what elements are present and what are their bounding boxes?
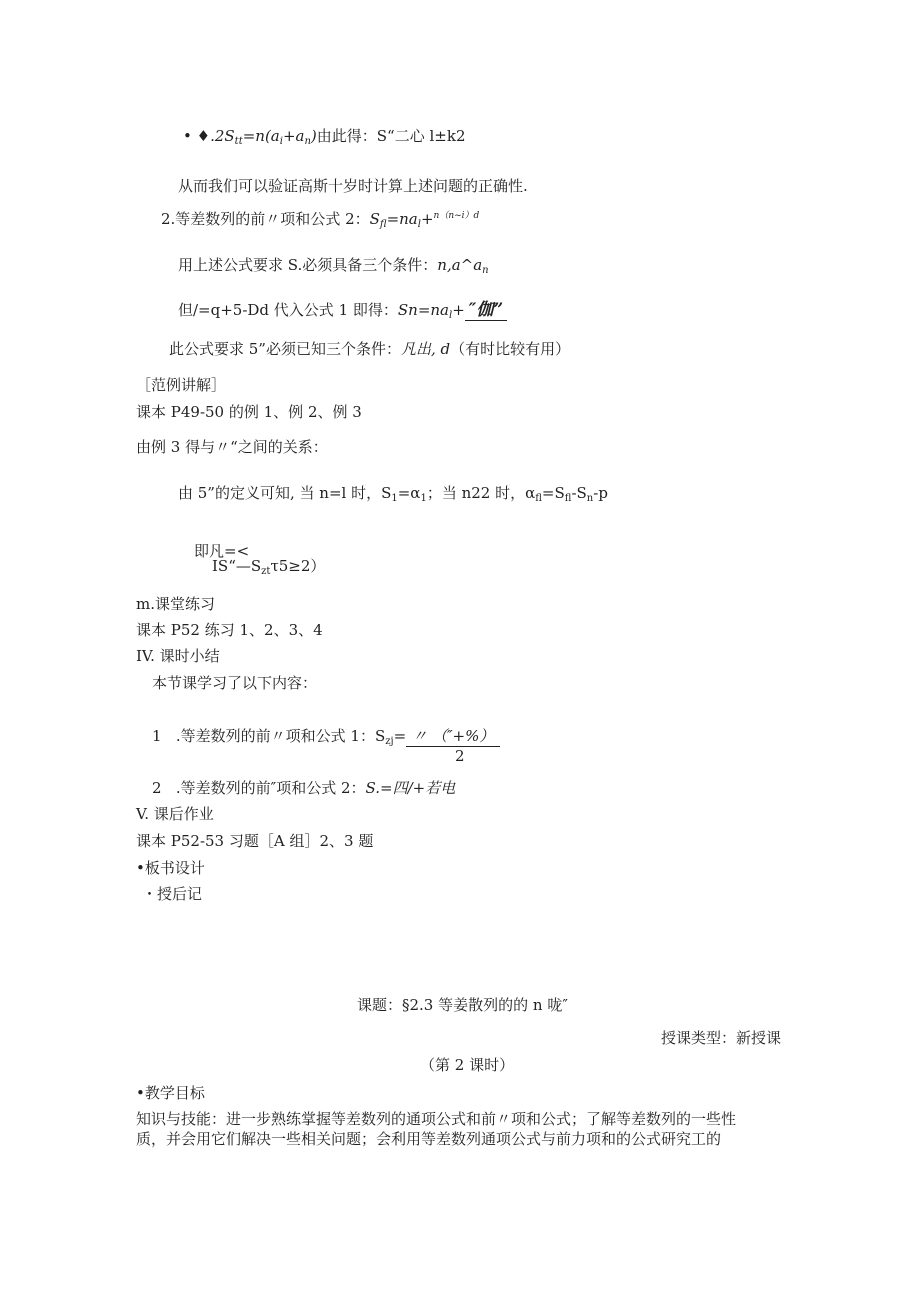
formula-line-17: 1 .等差数列的前〃项和公式 1：$S_{zj}=$ 〃 （″+%） <box>152 727 500 751</box>
fraction-numerator: 〃 （″+%） <box>406 727 500 747</box>
text-line-14: 课本 P52 练习 1、2、3、4 <box>136 621 323 639</box>
formula-line-1: • $♦.2S_{tt}=n(a_i+a_n)$由此得：S“二心 l±k2 <box>183 127 466 147</box>
section-heading-goals: •教学目标 <box>136 1084 205 1102</box>
formula-line-18: 2 .等差数列的前″项和公式 2：S.=四/+若电 <box>152 779 456 797</box>
section-heading-summary: IV. 课时小结 <box>136 647 220 665</box>
paragraph-line-2: 质，并会用它们解决一些相关问题；会利用等差数列通项公式与前力项和的公式研究工的 <box>136 1130 722 1148</box>
text-line-9: 由例 3 得与〃“之间的关系： <box>136 438 328 456</box>
formula-line-3: 2.等差数列的前〃项和公式 2：$S_{fl}=na_l+^{n(n\sim i)d}$ <box>161 210 480 230</box>
fraction-denominator: 2 <box>455 747 465 765</box>
text-line-2: 从而我们可以验证高斯十岁时计算上述问题的正确性. <box>178 177 528 195</box>
text-line-21: •板书设计 <box>136 859 205 877</box>
text-line-20: 课本 P52-53 习题［A 组］2、3 题 <box>136 832 374 850</box>
formula-line-4: 用上述公式要求 S.必须具备三个条件：$n,a\^{}a_n$ <box>178 256 489 276</box>
text-line-8: 课本 P49-50 的例 1、例 2、例 3 <box>136 403 362 421</box>
formula-line-5: 但/=q+5-Dd 代入公式 1 即得：$Sn=na_l+$ ″伽” <box>178 301 507 325</box>
formula-line-10: 由 5”的定义可知, 当 n=l 时，$S_1=\alpha_1$；当 n22 时，$\alpha_{fl}=S_{fl}-S_n-p$ <box>178 484 608 504</box>
fraction-numerator: ″伽” <box>465 301 507 321</box>
formula-line-12: $IS“—S_{zt}\tau 5\ge 2$） <box>212 557 326 577</box>
section-heading-examples: ［范例讲解］ <box>136 376 227 394</box>
paragraph-line-1: 知识与技能：进一步熟练掌握等差数列的通项公式和前〃项和公式；了解等差数列的一些性 <box>136 1110 737 1128</box>
lesson-period: （第 2 课时） <box>420 1056 515 1074</box>
formula-line-11: 即凡=< <box>194 542 250 560</box>
section-heading-homework: V. 课后作业 <box>136 805 214 823</box>
section-heading-practice: m.课堂练习 <box>136 595 215 613</box>
formula-line-6: 此公式要求 5”必须已知三个条件：凡出, d（有时比较有用） <box>169 340 571 358</box>
text-line-22: ・授后记 <box>142 885 203 903</box>
lesson-type: 授课类型：新授课 <box>661 1029 782 1047</box>
text-line-16: 本节课学习了以下内容： <box>152 674 318 692</box>
lesson-title: 课题：§2.3 等姜散列的的 n 咙″ <box>357 996 568 1014</box>
